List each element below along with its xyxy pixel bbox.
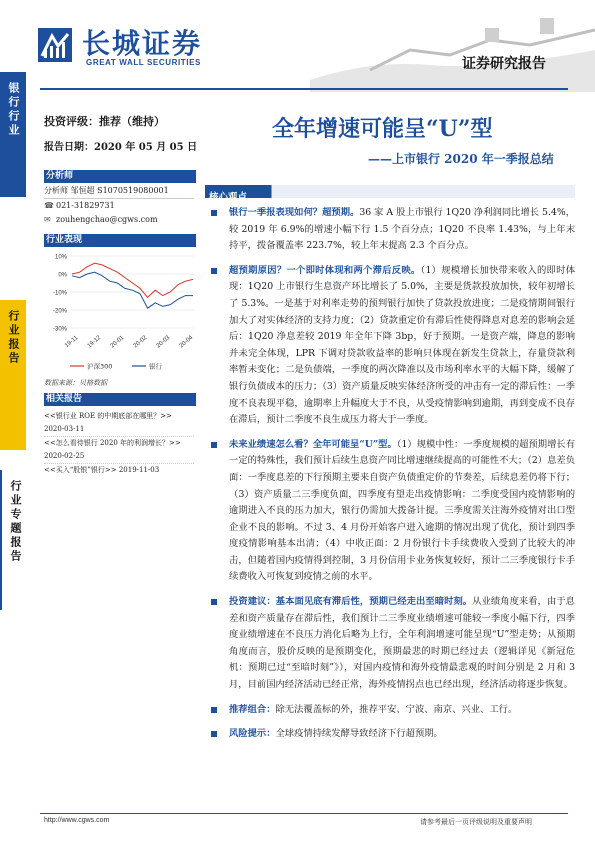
- related-reports-head: 相关报告: [44, 393, 196, 406]
- series-line: [72, 272, 193, 308]
- y-tick-label: 0%: [58, 272, 67, 279]
- chart-section-head: 行业表现: [44, 234, 196, 247]
- y-tick-label: -10%: [52, 290, 67, 297]
- report-header: [0, 0, 595, 98]
- y-tick-label: -20%: [52, 308, 67, 315]
- core-view-body: [207, 205, 575, 751]
- related-report-date: 2020-03-11: [44, 423, 194, 437]
- industry-performance-chart: [40, 248, 200, 378]
- paragraph: 风险提示：全球疫情持续发酵导致经济下行超预期。: [207, 726, 575, 743]
- analyst-section-head: 分析师: [44, 170, 196, 183]
- legend-label: 沪深300: [87, 362, 113, 371]
- bullet-icon: [211, 442, 217, 448]
- page-subtitle: ——上市银行 2020 年一季报总结: [368, 152, 554, 166]
- paragraph: 投资建议：基本面见底有滞后性，预期已经走出至暗时刻。从业绩角度来看，由于息差和资产质量存在滞后性，我们预计二三季度业绩增速可能较一季度小幅下行，四季度业绩增速在不良压力消化后略为上行，全年利润增速可能呈现“U”型走势；从预期角度而言，股价反映的是预期变化，预期最悲的时期已经过去（逻辑详见《新冠危机：预期已过“至暗时刻”》），对国内疫情和海外疫情最悲观的时间分别是 2 月和 3 月，目前国内经济活动已经正常，海外疫情拐点也已经出现，经济活动将逐步恢复。: [207, 594, 575, 694]
- paragraph: 银行一季报表现如何？超预期。36 家 A 股上市银行 1Q20 净利润同比增长 5.4%，较 2019 年 6.9%的增速小幅下行 1.5 个百分点；1Q20 不良率 1.43%，与上年末持平，拨备覆盖率 223.7%，较上年末提高 2.3 个百分点。: [207, 205, 575, 255]
- y-tick-label: -30%: [52, 326, 67, 333]
- related-report-date: 2020-02-25: [44, 450, 194, 464]
- x-tick-label: 20-04: [178, 334, 195, 350]
- great-wall-illustration: [310, 10, 595, 92]
- x-tick-label: 20-02: [132, 334, 149, 350]
- page-title: 全年增速可能呈“U”型: [272, 116, 493, 142]
- analyst-info: [44, 184, 194, 227]
- analyst-line: 分析师 邹恒超 S1070519080001: [44, 184, 194, 199]
- brand-name-en: GREAT WALL SECURITIES: [86, 58, 201, 67]
- investment-rating: 投资评级：推荐（维持）: [44, 115, 165, 128]
- y-tick-label: 10%: [54, 254, 67, 261]
- report-date: 报告日期：2020 年 05 月 05 日: [44, 142, 198, 153]
- logo-icon: [38, 28, 72, 62]
- paragraph: 未来业绩速怎么看？全年可能呈“U”型。（1）规模中性：一季度规模的超预期增长有一定的特殊性，我们预计后续生息资产同比增速继续提高的可能性不大；（2）息差负面：一季度息差的下行预期主要来自资产负债重定价的节奏差，后续息差仍将下行；（3）资产质量二三季度负面，四季度有望走出疫情影响：二季度受国内疫情影响的逾期进入不良的压力加大，银行仍需加大拨备计提。三季度需关注海外疫情对出口型企业不良的影响。不过 3、4 月份开始客户进入逾期的情况出现了优化，预计到四季度疫情影响基本出清；（4）中收正面：2 月份银行卡手续费收入受到了比较大的冲击，但随着国内疫情得到控制，3 月份信用卡业务恢复较好，预计二三季度银行卡手续费收入可恢复到疫情之前的水平。: [207, 437, 575, 586]
- x-tick-label: 20-03: [155, 334, 172, 350]
- related-reports-list: [44, 410, 194, 477]
- related-report-item[interactable]: <<买入“股银”银行>> 2019-11-03: [44, 466, 160, 474]
- chart-source: 数据来源：贝格数据: [44, 379, 107, 387]
- footer-note: 请参考最后一页评级说明及重要声明: [420, 818, 532, 826]
- sidebar-tag-industry: 银行行业: [0, 72, 26, 197]
- bullet-icon: [211, 731, 217, 737]
- x-tick-label: 19-11: [64, 334, 80, 350]
- report-type: 证券研究报告: [462, 56, 546, 72]
- bullet-icon: [211, 707, 217, 713]
- x-tick-label: 19-12: [86, 334, 103, 350]
- footer-url[interactable]: http://www.cgws.com: [44, 817, 110, 824]
- paragraph: 推荐组合：除无法覆盖标的外，推荐平安、宁波、南京、兴业、工行。: [207, 702, 575, 719]
- header-divider: [40, 88, 568, 90]
- footer-divider: [40, 813, 568, 814]
- bullet-icon: [211, 268, 217, 274]
- analyst-email: ✉ zouhengchao@cgws.com: [44, 215, 158, 224]
- analyst-phone: ☎ 021-31829731: [44, 201, 115, 210]
- related-report-item[interactable]: <<银行业 ROE 的中期底部在哪里？>>: [44, 412, 173, 420]
- x-tick-label: 20-01: [109, 334, 126, 350]
- related-report-item[interactable]: <<怎么看待银行 2020 年的利润增长？>>: [44, 439, 181, 447]
- sidebar-tag-report: 行业报告: [0, 300, 26, 450]
- legend-label: 银行: [149, 362, 162, 371]
- core-view-head: 核心观点: [205, 185, 575, 198]
- series-line: [72, 263, 193, 297]
- phone-icon: ☎: [44, 201, 54, 210]
- bullet-icon: [211, 210, 217, 216]
- paragraph: 超预期原因？一个即时体现和两个滞后反映。（1）规模增长加快带来收入的即时体现：1Q20 上市银行生息资产环比增长了 5.0%，主要是货款投放加快，较年初增长了 5.3%。一是基于对利率走势的预判银行加快了贷款投放进度；二是疫情期间银行加大了对实体经济的支持力度；（2）贷款重定价有滞后性使得降息对息差的影响会延后：1Q20 净息差较 2019 年全年下降 3bp，好于预期。一是资产端，降息的影响并未完全体现，LPR 下调对贷款收益率的影响只体现在新发生贷款上，存量贷款利率暂未变化；二是负债端，一季度的两次降准以及市场利率水平的大幅下降，缓解了银行负债成本的压力；（3）资产质量反映实体经济所受的冲击有一定的滞后性：一季度不良表现平稳，逾期率上升幅度大于不良，从受疫情影响到逾期，再到变成不良存在滞后，预计二季度不良生成压力将大于一季度。: [207, 263, 575, 429]
- mail-icon: ✉: [44, 215, 51, 224]
- bullet-icon: [211, 599, 217, 605]
- sidebar-tag-special: 行业专题报告: [0, 470, 28, 610]
- brand-name: 长城证券: [82, 27, 203, 60]
